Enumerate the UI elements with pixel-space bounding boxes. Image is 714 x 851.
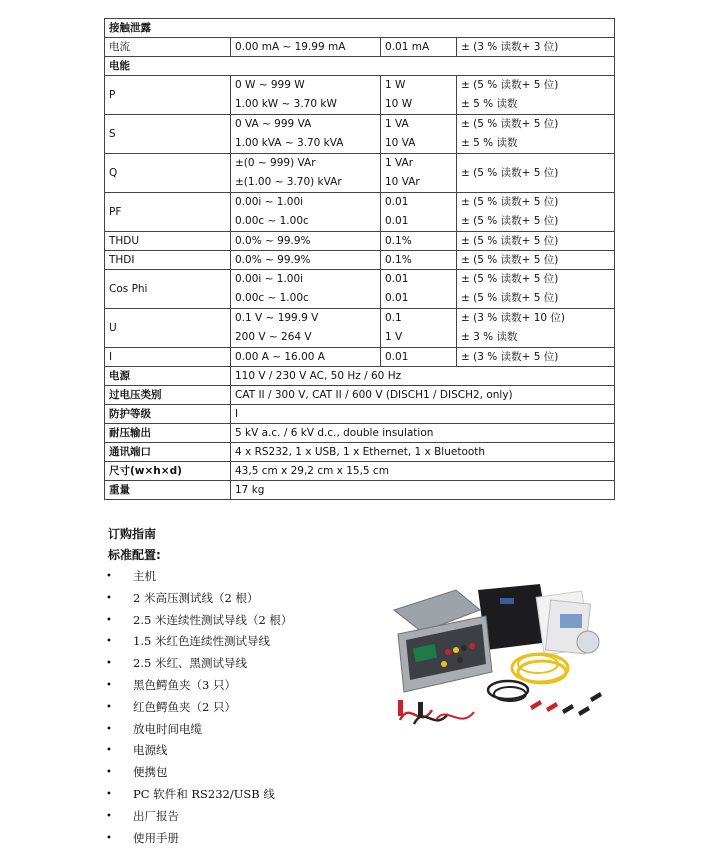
- bag-logo: [500, 598, 514, 604]
- accuracy-line: ± (5 % 读数+ 5 位): [461, 215, 559, 227]
- resolution-line: 0.01: [385, 273, 409, 285]
- list-item: [106, 784, 292, 806]
- resolution-line: 0.01: [385, 215, 409, 227]
- resolution-line: 10 VAr: [385, 176, 420, 188]
- list-item: [106, 653, 292, 675]
- black-cable: [488, 681, 528, 701]
- table-row: [105, 309, 615, 348]
- accuracy-cell: ± (3 % 读数+ 3 位): [457, 38, 615, 57]
- resolution-cell: [381, 154, 457, 193]
- ordering-guide-title: 订购指南: [108, 527, 157, 541]
- spec-value: 110 V / 230 V AC, 50 Hz / 60 Hz: [231, 367, 615, 386]
- item-label: PC 软件和 RS232/USB 线: [133, 786, 275, 801]
- spec-value: I: [231, 405, 615, 424]
- spec-label: 通讯端口: [105, 443, 231, 462]
- table-row: [105, 462, 615, 481]
- param-label: I: [105, 348, 231, 367]
- param-label: Cos Phi: [105, 270, 231, 309]
- yellow-cable: [512, 654, 568, 683]
- bullet-icon: •: [106, 788, 112, 800]
- accuracy-line: ± (5 % 读数+ 5 位): [461, 196, 559, 208]
- accuracy-cell: [457, 309, 615, 348]
- item-label: 2 米高压测试线（2 根）: [133, 590, 259, 605]
- accuracy-line: ± 5 % 读数: [461, 98, 518, 110]
- param-label: 电流: [105, 38, 231, 57]
- range-cell: [231, 270, 381, 309]
- table-row: [105, 57, 615, 76]
- bullet-icon: •: [106, 810, 112, 822]
- list-item: [106, 566, 292, 588]
- list-item: [106, 762, 292, 784]
- item-label: 使用手册: [133, 830, 179, 845]
- range-cell: 0.00 mA ~ 19.99 mA: [231, 38, 381, 57]
- bullet-icon: •: [106, 767, 112, 779]
- range-line: 0 VA ~ 999 VA: [235, 118, 312, 130]
- param-label: PF: [105, 193, 231, 232]
- resolution-cell: [381, 309, 457, 348]
- resolution-line: 0.1: [385, 312, 402, 324]
- table-row: [105, 443, 615, 462]
- resolution-line: 1 VA: [385, 118, 409, 130]
- item-label: 出厂报告: [133, 808, 179, 823]
- list-item: [106, 610, 292, 632]
- alligator-clips: [530, 692, 602, 716]
- table-row: [105, 481, 615, 500]
- instrument-case: [394, 590, 492, 692]
- accuracy-line: ± 3 % 读数: [461, 331, 518, 343]
- resolution-line: 10 W: [385, 98, 413, 110]
- spec-label: 重量: [105, 481, 231, 500]
- table-row: [105, 76, 615, 115]
- bullet-icon: •: [106, 592, 112, 604]
- range-line: 200 V ~ 264 V: [235, 331, 312, 343]
- list-item: [106, 697, 292, 719]
- spec-value: 4 x RS232, 1 x USB, 1 x Ethernet, 1 x Bluetooth: [231, 443, 615, 462]
- range-line: 0.00i ~ 1.00i: [235, 273, 304, 285]
- range-line: 1.00 kVA ~ 3.70 kVA: [235, 137, 344, 149]
- spec-label: 耐压输出: [105, 424, 231, 443]
- test-leads: [398, 700, 474, 724]
- table-row: [105, 348, 615, 367]
- range-line: 0.1 V ~ 199.9 V: [235, 312, 319, 324]
- resolution-line: 1 VAr: [385, 157, 414, 169]
- range-cell: [231, 115, 381, 154]
- spec-label: 防护等级: [105, 405, 231, 424]
- item-label: 电源线: [133, 743, 168, 758]
- resolution-line: 0.01: [385, 196, 409, 208]
- bullet-icon: •: [106, 723, 112, 735]
- resolution-line: 1 W: [385, 79, 406, 91]
- table-row: [105, 270, 615, 309]
- spec-table: [104, 18, 615, 500]
- accuracy-line: ± (5 % 读数+ 5 位): [461, 292, 559, 304]
- range-cell: [231, 76, 381, 115]
- table-row: [105, 424, 615, 443]
- bullet-icon: •: [106, 658, 112, 670]
- item-label: 1.5 米红色连续性测试导线: [133, 634, 270, 649]
- accuracy-cell: [457, 193, 615, 232]
- resolution-cell: 0.1%: [381, 232, 457, 251]
- list-item: [106, 588, 292, 610]
- accuracy-cell: ± (3 % 读数+ 5 位): [457, 348, 615, 367]
- bullet-icon: •: [106, 745, 112, 757]
- resolution-line: 10 VA: [385, 137, 416, 149]
- accuracy-cell: [457, 270, 615, 309]
- range-line: 1.00 kW ~ 3.70 kW: [235, 98, 337, 110]
- accuracy-cell: [457, 76, 615, 115]
- range-cell: [231, 193, 381, 232]
- param-label: U: [105, 309, 231, 348]
- range-cell: [231, 154, 381, 193]
- section-header: 接触泄露: [105, 19, 615, 38]
- param-label: S: [105, 115, 231, 154]
- item-label: 黑色鳄鱼夹（3 只）: [133, 677, 236, 692]
- resolution-cell: 0.01: [381, 348, 457, 367]
- spec-value: 17 kg: [231, 481, 615, 500]
- range-cell: 0.0% ~ 99.9%: [231, 251, 381, 270]
- resolution-cell: [381, 270, 457, 309]
- range-line: 0 W ~ 999 W: [235, 79, 305, 91]
- range-line: ±(1.00 ~ 3.70) kVAr: [235, 176, 342, 188]
- resolution-cell: 0.01 mA: [381, 38, 457, 57]
- spec-value: 43,5 cm x 29,2 cm x 15,5 cm: [231, 462, 615, 481]
- list-item: [106, 631, 292, 653]
- range-line: 0.00c ~ 1.00c: [235, 215, 309, 227]
- manuals: [536, 591, 599, 655]
- list-item: [106, 719, 292, 741]
- section-header: 电能: [105, 57, 615, 76]
- item-label: 便携包: [133, 765, 168, 780]
- item-label: 主机: [133, 569, 156, 583]
- accuracy-cell: [457, 115, 615, 154]
- range-line: 0.00c ~ 1.00c: [235, 292, 309, 304]
- accuracy-line: ± 5 % 读数: [461, 137, 518, 149]
- accuracy-line: ± (5 % 读数+ 5 位): [461, 118, 559, 130]
- table-row: [105, 115, 615, 154]
- table-row: [105, 232, 615, 251]
- accuracy-cell: ± (5 % 读数+ 5 位): [457, 154, 615, 193]
- accuracy-line: ± (3 % 读数+ 10 位): [461, 312, 565, 324]
- accuracy-cell: ± (5 % 读数+ 5 位): [457, 251, 615, 270]
- standard-config-list: [106, 566, 292, 849]
- resolution-cell: [381, 76, 457, 115]
- list-item: [106, 740, 292, 762]
- range-line: ±(0 ~ 999) VAr: [235, 157, 316, 169]
- bullet-icon: •: [106, 701, 112, 713]
- table-row: [105, 38, 615, 57]
- accuracy-line: ± (5 % 读数+ 5 位): [461, 273, 559, 285]
- spec-value: CAT II / 300 V, CAT II / 600 V (DISCH1 / DISCH2, only): [231, 386, 615, 405]
- spec-label: 过电压类别: [105, 386, 231, 405]
- accuracy-line: ± (5 % 读数+ 5 位): [461, 79, 559, 91]
- param-label: THDI: [105, 251, 231, 270]
- spec-label: 电源: [105, 367, 231, 386]
- table-row: [105, 367, 615, 386]
- resolution-cell: 0.1%: [381, 251, 457, 270]
- standard-config-heading: 标准配置:: [108, 548, 161, 562]
- table-row: [105, 386, 615, 405]
- item-label: 红色鳄鱼夹（2 只）: [133, 699, 236, 714]
- list-item: [106, 828, 292, 850]
- bullet-icon: •: [106, 832, 112, 844]
- range-line: 0.00i ~ 1.00i: [235, 196, 304, 208]
- spec-label: 尺寸(w×h×d): [105, 462, 231, 481]
- list-item: [106, 675, 292, 697]
- item-label: 放电时间电缆: [133, 721, 202, 736]
- list-item: [106, 806, 292, 828]
- param-label: P: [105, 76, 231, 115]
- range-cell: [231, 309, 381, 348]
- product-photo: [390, 580, 606, 736]
- resolution-line: 0.01: [385, 292, 409, 304]
- resolution-cell: [381, 115, 457, 154]
- accuracy-cell: ± (5 % 读数+ 5 位): [457, 232, 615, 251]
- table-row: [105, 251, 615, 270]
- bullet-icon: •: [106, 571, 112, 582]
- item-label: 2.5 米连续性测试导线（2 根）: [133, 612, 293, 627]
- bullet-icon: •: [106, 679, 112, 691]
- spec-value: 5 kV a.c. / 6 kV d.c., double insulation: [231, 424, 615, 443]
- table-row: [105, 193, 615, 232]
- param-label: THDU: [105, 232, 231, 251]
- table-row: [105, 19, 615, 38]
- table-row: [105, 154, 615, 193]
- param-label: Q: [105, 154, 231, 193]
- item-label: 2.5 米红、黑测试导线: [133, 656, 247, 671]
- resolution-line: 1 V: [385, 331, 403, 343]
- bullet-icon: •: [106, 636, 112, 648]
- range-cell: 0.00 A ~ 16.00 A: [231, 348, 381, 367]
- table-row: [105, 405, 615, 424]
- bullet-icon: •: [106, 614, 112, 626]
- resolution-cell: [381, 193, 457, 232]
- range-cell: 0.0% ~ 99.9%: [231, 232, 381, 251]
